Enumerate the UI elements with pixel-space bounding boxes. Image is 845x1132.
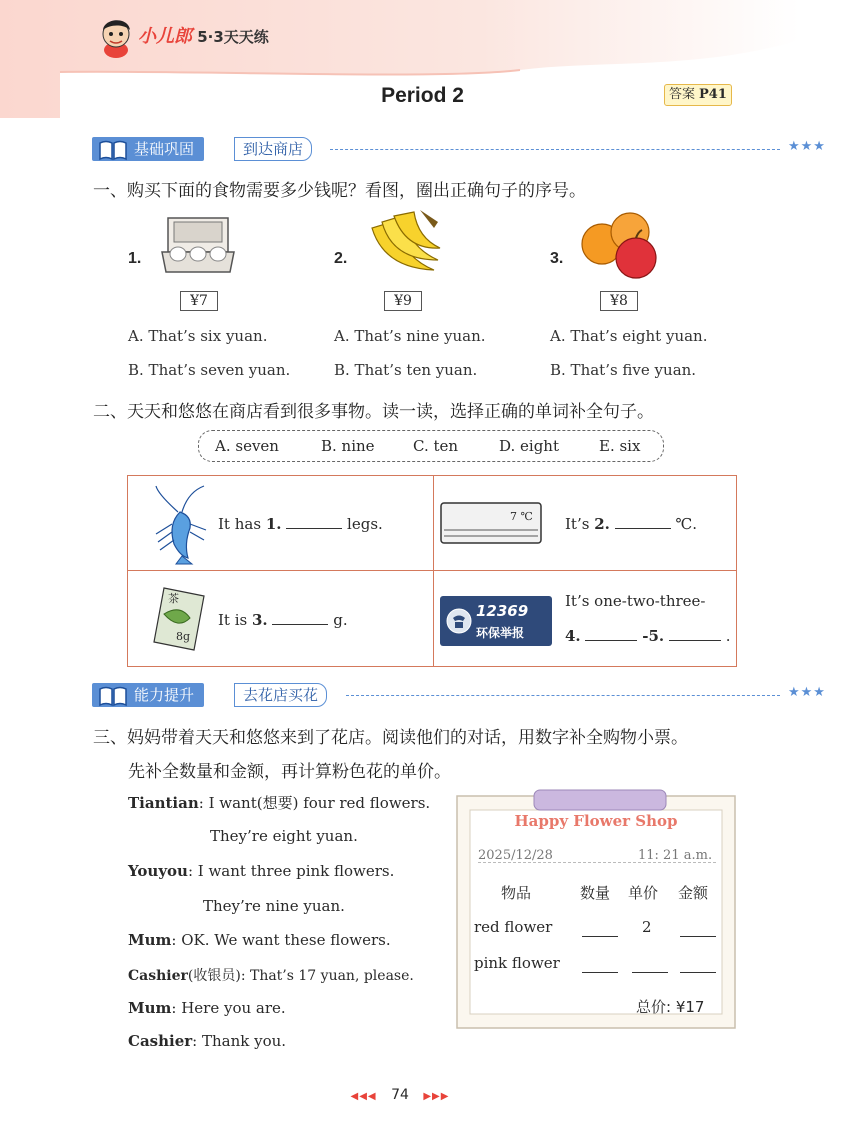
hotline-sign: [440, 596, 552, 646]
option-b[interactable]: B. That’s ten yuan.: [334, 361, 478, 379]
picture-sentence-table: [127, 475, 737, 667]
dialogue-text: They’re nine yuan.: [203, 897, 345, 915]
option-a[interactable]: A. That’s six yuan.: [128, 327, 268, 345]
hotline-number: 12369: [476, 602, 529, 620]
table-divider: [128, 570, 736, 571]
question-2-title: 二、天天和悠悠在商店看到很多事物。读一读，选择正确的单词补全句子。: [93, 402, 654, 422]
section-subtitle: 到达商店: [234, 137, 312, 161]
tea-label: 茶: [168, 592, 179, 605]
blank-number: 2.: [594, 515, 610, 533]
shop-name: Happy Flower Shop: [514, 812, 678, 830]
section-tag-text: 能力提升: [134, 686, 195, 704]
item-number: 2.: [334, 250, 348, 267]
dialogue-line: [210, 827, 358, 845]
ac-temperature-display: 7 ℃: [510, 510, 533, 523]
receipt-total: 总价: ¥17: [636, 998, 705, 1016]
sentence-text: .: [725, 627, 731, 645]
section-divider: [346, 695, 780, 696]
blank-number: 3.: [252, 611, 268, 629]
left-arrows-icon: ◀◀◀: [350, 1091, 377, 1102]
answer-blank[interactable]: [272, 610, 328, 625]
right-arrows-icon: ▶▶▶: [423, 1091, 450, 1102]
blank-number: -5.: [642, 627, 665, 645]
tea-weight: 8g: [176, 630, 191, 643]
option-b[interactable]: B. That’s seven yuan.: [128, 361, 291, 379]
word-option: D. eight: [499, 437, 559, 455]
shopping-receipt: [456, 790, 736, 1030]
word-option: A. seven: [215, 437, 279, 455]
blank-number: 1.: [265, 515, 282, 533]
blank-number: 4.: [565, 627, 581, 645]
section-divider: [330, 149, 780, 150]
answer-blank[interactable]: [585, 626, 637, 641]
receipt-header-unit: 单价: [628, 884, 659, 902]
price-tag: ¥7: [180, 291, 218, 311]
qty-blank[interactable]: [582, 922, 618, 937]
speaker-name: Cashier: [128, 968, 188, 984]
page-number: 74: [391, 1087, 409, 1103]
option-b[interactable]: B. That’s five yuan.: [550, 361, 697, 379]
receipt-unit-red: 2: [642, 918, 652, 936]
question-3-title: 三、妈妈带着天天和悠悠来到了花店。阅读他们的对话，用数字补全购物小票。: [93, 728, 688, 748]
dialogue-text: : I want(想要) four red flowers.: [198, 794, 431, 812]
speaker-name: Youyou: [128, 862, 188, 880]
brand-logo: [138, 22, 269, 48]
answer-blank[interactable]: [669, 626, 721, 641]
sentence-hotline-line1: It’s one-two-three-: [565, 592, 706, 610]
sentence-text: ℃.: [675, 515, 697, 533]
dialogue-text: : OK. We want these flowers.: [171, 931, 391, 949]
receipt-header-qty: 数量: [580, 884, 611, 902]
air-conditioner-icon: [440, 502, 542, 546]
table-divider: [433, 476, 434, 666]
section-bar-basic: [92, 137, 826, 163]
oranges-apple-icon: [578, 206, 662, 282]
hotline-caption: 环保举报: [476, 626, 525, 640]
dialogue-text: : Thank you.: [192, 1032, 287, 1050]
speaker-name: Mum: [128, 999, 172, 1017]
dialogue-text: (收银员): That’s 17 yuan, please.: [187, 968, 414, 984]
sentence-text: legs.: [347, 515, 383, 533]
dialogue-line: [128, 931, 391, 949]
section-bar-advanced: [92, 683, 826, 709]
sentence-text: g.: [333, 611, 348, 629]
dialogue-line: [203, 897, 345, 915]
open-book-icon: [98, 139, 128, 161]
sentence-text: It has: [218, 515, 262, 533]
difficulty-stars: ★★★: [788, 139, 826, 154]
phone-icon: [446, 608, 472, 634]
dialogue-line: [128, 965, 414, 985]
answer-label: 答案: [669, 87, 696, 102]
receipt-time: 11: 21 a.m.: [638, 848, 713, 863]
bananas-icon: [364, 208, 444, 282]
answer-page: P41: [699, 87, 727, 102]
boy-mascot-icon: [96, 14, 136, 58]
sentence-text: It’s: [565, 515, 590, 533]
dialogue-text: : Here you are.: [171, 999, 286, 1017]
answer-blank[interactable]: [615, 514, 671, 529]
open-book-icon: [98, 685, 128, 707]
receipt-date: 2025/12/28: [478, 848, 553, 863]
amount-blank[interactable]: [680, 922, 716, 937]
lobster-icon: [148, 484, 212, 564]
word-bank: [198, 430, 664, 462]
item-number: 3.: [550, 250, 564, 267]
tea-pack-icon: [150, 584, 208, 654]
sentence-tea: [218, 610, 348, 629]
sentence-text: It is: [218, 611, 248, 629]
sentence-hotline-line2: [565, 626, 730, 645]
answer-blank[interactable]: [286, 514, 342, 529]
egg-carton-icon: [160, 212, 236, 278]
section-tag-text: 基础巩固: [134, 140, 195, 158]
receipt-item-red: red flower: [474, 918, 553, 936]
receipt-divider: [478, 862, 716, 863]
page-title: Period 2: [381, 84, 464, 107]
dialogue-line: [128, 999, 286, 1017]
dialogue-line: [128, 792, 430, 813]
receipt-header-amount: 金额: [678, 884, 709, 902]
page-footer: [0, 1087, 800, 1103]
sentence-ac: [565, 514, 697, 533]
price-tag: ¥8: [600, 291, 638, 311]
word-option: C. ten: [413, 437, 459, 455]
dialogue-text: They’re eight yuan.: [210, 827, 358, 845]
receipt-header-item: 物品: [501, 884, 532, 902]
dialogue-text: : I want three pink flowers.: [187, 862, 395, 880]
word-option: B. nine: [321, 437, 375, 455]
sentence-lobster: [218, 514, 383, 533]
speaker-name: Tiantian: [128, 794, 199, 812]
question-3-subtitle: 先补全数量和金额，再计算粉色花的单价。: [128, 762, 451, 782]
item-number: 1.: [128, 250, 142, 267]
dialogue-line: [128, 1032, 286, 1050]
brand-name: 小儿郎: [138, 26, 192, 47]
qty-blank[interactable]: [582, 958, 618, 973]
option-a[interactable]: A. That’s eight yuan.: [550, 327, 708, 345]
unit-price-blank[interactable]: [632, 958, 668, 973]
series-name: 5·3天天练: [197, 28, 269, 46]
price-tag: ¥9: [384, 291, 422, 311]
amount-blank[interactable]: [680, 958, 716, 973]
section-subtitle: 去花店买花: [234, 683, 327, 707]
dialogue-line: [128, 862, 394, 880]
receipt-item-pink: pink flower: [474, 954, 560, 972]
speaker-name: Cashier: [128, 1032, 193, 1050]
difficulty-stars: ★★★: [788, 685, 826, 700]
word-option: E. six: [599, 437, 641, 455]
question-1-title: 一、购买下面的食物需要多少钱呢？看图，圈出正确句子的序号。: [93, 181, 586, 201]
option-a[interactable]: A. That’s nine yuan.: [334, 327, 486, 345]
answer-reference: [664, 84, 732, 106]
speaker-name: Mum: [128, 931, 172, 949]
